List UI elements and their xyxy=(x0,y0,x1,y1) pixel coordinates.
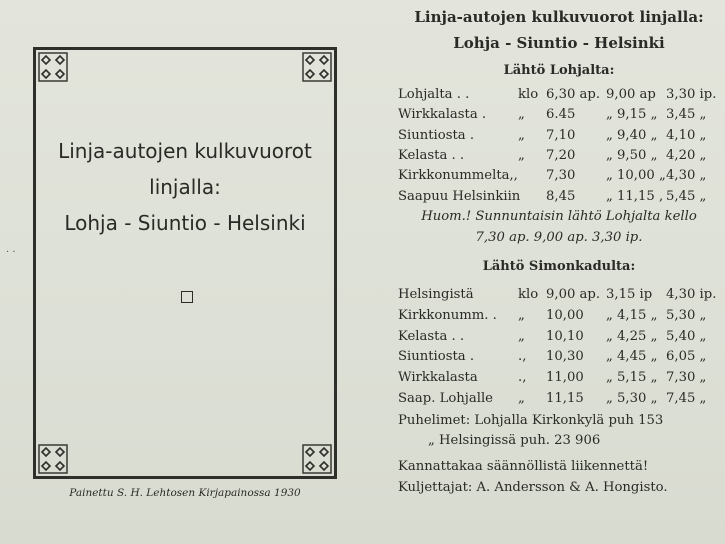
cell-t1: 7,10 xyxy=(546,127,576,143)
timetable-row xyxy=(398,189,720,209)
cell-t2: „ 5,15 „ xyxy=(606,370,658,386)
cell-klo: „ xyxy=(518,307,525,323)
cell-t2: „ 5,30 „ xyxy=(606,391,658,406)
phones-line-2: „ Helsingissä puh. 23 906 xyxy=(428,433,601,448)
timetable-row xyxy=(398,128,720,148)
cell-t1: 7,30 xyxy=(546,168,576,184)
cell-t1: 9,00 ap. xyxy=(546,287,601,302)
cell-t3: 4,20 „ xyxy=(666,147,707,163)
cell-t3: 4,30 ip. xyxy=(666,287,717,302)
timetable-row xyxy=(398,107,720,127)
cell-klo: „ xyxy=(518,391,525,406)
cell-t2: 9,00 ap xyxy=(606,87,656,102)
cell-klo: „ xyxy=(518,107,525,123)
printer-imprint: Painettu S. H. Lehtosen Kirjapainossa 1930 xyxy=(69,487,301,499)
cell-klo: klo xyxy=(518,87,539,102)
cell-t3: 5,30 „ xyxy=(666,307,707,323)
cell-t3: 7,30 „ xyxy=(666,370,707,386)
cell-t3: 6,05 „ xyxy=(666,349,707,365)
cell-stop: Siuntiosta . xyxy=(398,127,475,143)
timetable-row xyxy=(398,370,720,390)
cover-panel xyxy=(33,47,337,479)
cell-klo: klo xyxy=(518,287,539,302)
cell-t1: 10,00 xyxy=(546,307,584,323)
cover-title-line-1: Linja-autojen kulkuvuorot xyxy=(58,139,312,163)
cell-klo: „ xyxy=(518,328,525,344)
timetable-row xyxy=(398,287,720,307)
cell-stop: Kelasta . . xyxy=(398,147,465,163)
cell-t1: 7,20 xyxy=(546,147,576,163)
cell-t1: 11,15 xyxy=(546,391,584,406)
cell-t3: 4,30 „ xyxy=(666,168,707,184)
cell-t3: 3,30 ip. xyxy=(666,87,717,102)
cell-stop: Siuntiosta . xyxy=(398,349,475,365)
cell-t2: „ 4,15 „ xyxy=(606,307,658,323)
phones-line-1: Puhelimet: Lohjalla Kirkonkylä puh 153 xyxy=(398,413,664,428)
cell-stop: Kelasta . . xyxy=(398,328,465,344)
cover-title-line-2: linjalla: xyxy=(149,175,221,199)
stray-dots: · · xyxy=(6,247,16,258)
cell-t1: 6,30 ap. xyxy=(546,87,601,102)
timetable-row xyxy=(398,349,720,369)
cell-t2: „ 9,40 „ xyxy=(606,127,658,143)
ornament-corner-top-right xyxy=(302,52,332,82)
timetable-title-line-1: Linja-autojen kulkuvuorot linjalla: xyxy=(414,8,704,26)
cell-t2: „ 4,25 „ xyxy=(606,328,658,344)
cover-title xyxy=(36,133,334,241)
ornament-corner-bottom-right xyxy=(302,444,332,474)
cell-klo: „ xyxy=(518,147,525,163)
cell-stop: Saapuu Helsinkiin xyxy=(398,188,521,204)
timetable-row xyxy=(398,329,720,349)
sunday-note-line-1: Huom.! Sunnuntaisin lähtö Lohjalta kello xyxy=(421,209,697,224)
sunday-note-line-2: 7,30 ap. 9,00 ap. 3,30 ip. xyxy=(475,230,643,245)
closing-line-1: Kannattakaa säännöllistä liikennettä! xyxy=(398,459,649,474)
closing-line-2: Kuljettajat: A. Andersson & A. Hongisto. xyxy=(398,480,668,495)
cell-t3: 7,45 „ xyxy=(666,391,707,406)
cell-stop: Wirkkalasta . xyxy=(398,107,487,123)
section-heading-from-lohja: Lähtö Lohjalta: xyxy=(503,63,615,78)
ornament-corner-bottom-left xyxy=(38,444,68,474)
cell-stop: Wirkkalasta xyxy=(398,370,478,386)
timetable-row xyxy=(398,148,720,168)
timetable-row xyxy=(398,168,720,188)
cell-t2: „ 10,00 „ xyxy=(606,168,666,184)
cell-t2: „ 9,15 „ xyxy=(606,107,658,123)
cell-stop: Lohjalta . . xyxy=(398,87,470,102)
cell-t1: 6.45 xyxy=(546,107,576,123)
cell-t1: 10,30 xyxy=(546,349,584,365)
cell-klo: „ xyxy=(518,127,525,143)
cell-t3: 5,40 „ xyxy=(666,328,707,344)
cell-stop: Kirkkonummelta,, xyxy=(398,168,518,184)
cell-klo: ., xyxy=(518,370,527,386)
cell-t2: „ 9,50 „ xyxy=(606,147,658,163)
timetable-row xyxy=(398,391,720,411)
section-heading-from-simonkatu: Lähtö Simonkadulta: xyxy=(482,259,636,274)
cell-t2: „ 11,15 , xyxy=(606,188,664,204)
cell-t3: 3,45 „ xyxy=(666,107,707,123)
cell-stop: Saap. Lohjalle xyxy=(398,391,493,406)
timetable-row xyxy=(398,308,720,328)
cell-stop: Helsingistä xyxy=(398,287,474,302)
cell-t1: 10,10 xyxy=(546,328,584,344)
cell-t3: 4,10 „ xyxy=(666,127,707,143)
timetable-row xyxy=(398,87,720,107)
cell-t2: „ 4,45 „ xyxy=(606,349,658,365)
cell-stop: Kirkkonumm. . xyxy=(398,307,497,323)
timetable-title-line-2: Lohja - Siuntio - Helsinki xyxy=(453,34,665,52)
ornament-corner-top-left xyxy=(38,52,68,82)
cell-t1: 8,45 xyxy=(546,188,576,204)
cover-title-line-3: Lohja - Siuntio - Helsinki xyxy=(64,211,306,235)
cell-t3: 5,45 „ xyxy=(666,188,707,204)
cell-t2: 3,15 ip xyxy=(606,287,653,302)
cell-klo: ., xyxy=(518,349,527,365)
cell-t1: 11,00 xyxy=(546,370,584,386)
square-ornament-icon xyxy=(181,291,193,303)
